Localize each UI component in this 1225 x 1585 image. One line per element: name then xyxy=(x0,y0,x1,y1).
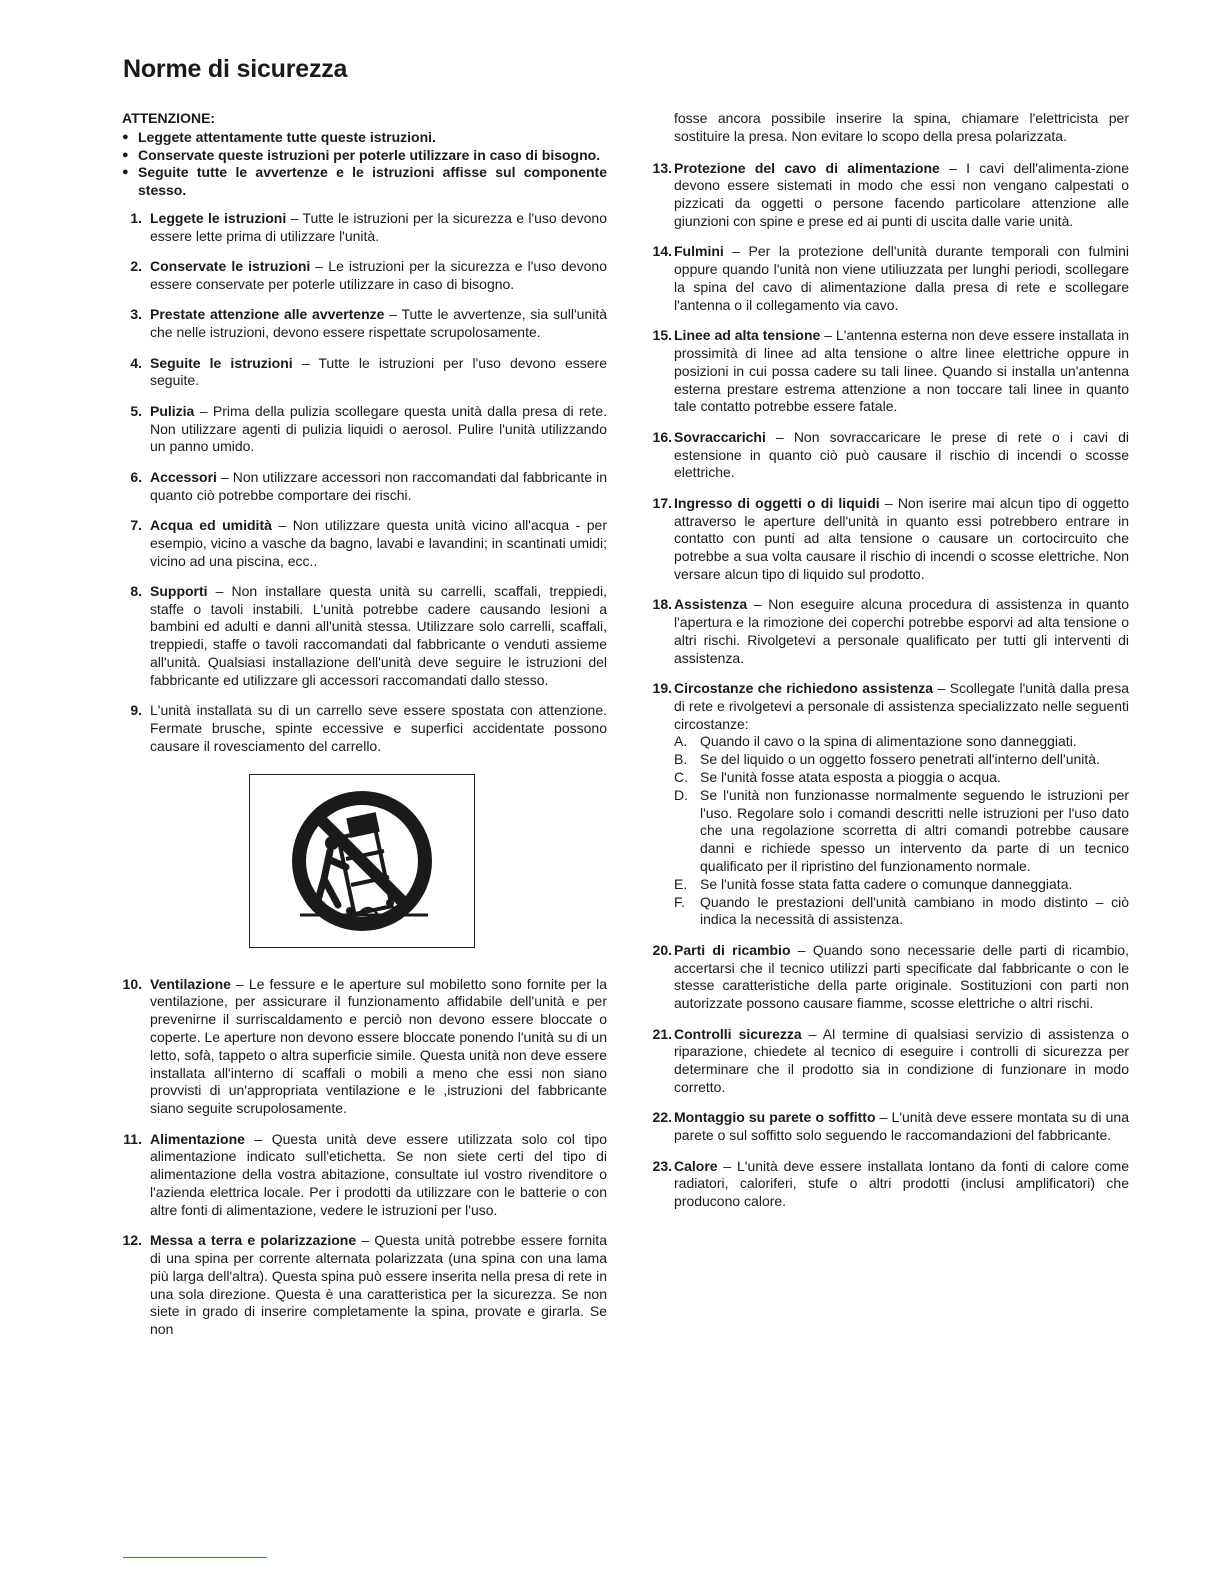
item-number: 8. xyxy=(130,582,142,599)
safety-item-11 xyxy=(122,1131,607,1220)
sublist-item xyxy=(674,787,1129,876)
item-text: – Quando sono necessarie delle parti di ricambio, accertarsi che il tecnico utilizzi parti specificate dal fabbricante o con le stesse caratteristiche della parte originale. Sostituzioni con parti non autorizzate possono causare fiamme, scosse elettriche o altri rischi. xyxy=(674,941,1129,1012)
safety-item-17 xyxy=(646,495,1129,584)
item-text: – Prima della pulizia scollegare questa unità dalla presa di rete. Non utilizzare agenti di pulizia liquidi o aerosol. Pulire l'unità utilizzando un panno umido. xyxy=(150,402,607,455)
cart-warning-figure xyxy=(249,774,475,948)
safety-item-13 xyxy=(646,160,1129,231)
sublist-item xyxy=(674,894,1129,930)
safety-item-8 xyxy=(122,583,607,690)
item-number: 1. xyxy=(130,209,142,226)
item-heading: Linee ad alta tensione xyxy=(674,327,821,344)
item-number: 21. xyxy=(652,1025,672,1042)
item-text: – Questa unità potrebbe essere fornita di una spina per corrente alternata polarizzata (una spina con una lama più larga dell'altra). Questa spina può essere inserita nella presa di rete in una sola direzione. Questa è una caratteristica per la sicurezza. Se non siete in grado di inserire completamente la spina, provate e girarla. Se non xyxy=(150,1232,607,1338)
item-number: 7. xyxy=(130,516,142,533)
item-number: 11. xyxy=(123,1130,142,1147)
item-heading: Conservate le istruzioni xyxy=(150,258,311,275)
item-heading: Ingresso di oggetti o di liquidi xyxy=(674,494,880,511)
safety-item-5 xyxy=(122,403,607,456)
safety-item-3 xyxy=(122,306,607,342)
sublist-text: Se del liquido o un oggetto fossero penetrati all'interno dell'unità. xyxy=(700,751,1100,768)
item-number: 2. xyxy=(130,258,142,275)
safety-item-10 xyxy=(122,976,607,1118)
item-text: – Non installare questa unità su carrelli, scaffali, treppiedi, staffe o tavoli instabili. L'unità potrebbe cadere causando lesioni a bambini ed adulti e danni all'unità stessa. Utilizzare solo carrelli, scaffali, treppiedi, staffe o tavoli raccomandati dal fabbricante o venduti assieme all'unità. Qualsiasi installazione dell'unità deve seguire le istruzioni del fabbricante ed utilizzare gli accessori raccomandati dallo stesso. xyxy=(150,582,607,688)
sublist-text: Se l'unità non funzionasse normalmente seguendo le istruzioni per l'uso. Regolare solo i comandi descritti nelle istruzioni per l'uso dato che una regolazione scorretta di altri comandi potrebbe causare danni e richiede spesso un intervento da parte di un tecnico qualificato per il ripristino del funzionamento normale. xyxy=(700,786,1129,875)
item-heading: Acqua ed umidità xyxy=(150,516,272,533)
cart-tip-over-warning-icon xyxy=(250,775,473,946)
item-text: – Le fessure e le aperture sul mobiletto sono fornite per la ventilazione, per assicurare il funzionamento affidabile dell'unità e per prevenirne il surriscaldamento e perciò non devono essere bloccate o coperte. Le aperture non devono essere bloccate ponendo l'unità su di un letto, sofà, tappeto o altra superficie simile. Questa unità non deve essere installata all'interno di scaffali o mobili a meno che essi non siano provvisti di un'appropriata ventilazione e le ,istruzioni del fabbricante siano seguite scrupolosamente. xyxy=(150,975,607,1117)
safety-item-1 xyxy=(122,210,607,246)
item-text: – Scollegate l'unità dalla presa di rete e rivolgetevi a personale di assistenza specializzato nelle seguenti circostanze: xyxy=(674,680,1130,732)
right-column xyxy=(646,110,1129,1224)
item-heading: Pulizia xyxy=(150,402,195,419)
item-heading: Seguite le istruzioni xyxy=(150,354,293,371)
item-heading: Prestate attenzione alle avvertenze xyxy=(150,306,385,323)
sublist-item xyxy=(674,733,1129,751)
item-heading: Accessori xyxy=(150,468,217,485)
safety-item-2 xyxy=(122,258,607,294)
item-number: 6. xyxy=(130,468,142,485)
item-text: – Non sovraccaricare le prese di rete o i cavi di estensione in quanto ciò può causare il rischio di incendi o scosse elettriche. xyxy=(674,428,1129,481)
sublist-letter: F. xyxy=(674,893,685,910)
page-title: Norme di sicurezza xyxy=(123,55,348,83)
sublist-item xyxy=(674,751,1129,769)
item-heading: Supporti xyxy=(150,582,208,599)
item-12-continued: fosse ancora possibile inserire la spina, chiamare l'elettricista per sostituire la presa. Non evitare lo scopo della presa polarizzata. xyxy=(674,110,1129,144)
safety-item-22 xyxy=(646,1109,1129,1145)
sublist-text: Se l'unità fosse stata fatta cadere o comunque danneggiata. xyxy=(700,875,1073,892)
item-text: – Le istruzioni per la sicurezza e l'uso devono essere conservate per poterle utilizzare in caso di bisogno. xyxy=(150,258,607,292)
sublist-text: Se l'unità fosse atata esposta a pioggia o acqua. xyxy=(700,769,1001,786)
safety-item-15 xyxy=(646,327,1129,416)
safety-item-4 xyxy=(122,355,607,391)
item-number: 5. xyxy=(130,402,142,419)
sublist-letter: B. xyxy=(674,751,688,768)
item-number: 20. xyxy=(652,941,672,958)
item-text: L'unità installata su di un carrello seve essere spostata con attenzione. Fermate brusche, spinte eccessive e superfici accidentate possono causare il rovesciamento del carrello. xyxy=(150,702,607,754)
footer-rule xyxy=(123,1557,267,1558)
item-text: – Non eseguire alcuna procedura di assistenza in quanto l'apertura e la rimozione dei coperchi potrebbe esporvi ad alta tensione o altri rischi. Rivolgetevi a personale qualificato per tutti gli interventi di assistenza. xyxy=(674,596,1129,666)
sublist-item xyxy=(674,769,1129,787)
item-text: – Tutte le avvertenze, sia sull'unità che nelle istruzioni, devono essere rispettate scrupolosamente. xyxy=(150,306,607,341)
item-heading: Montaggio su parete o soffitto xyxy=(674,1109,876,1126)
safety-item-12 xyxy=(122,1232,607,1339)
attention-bullet: ● Conservate queste istruzioni per poterle utilizzare in caso di bisogno. xyxy=(122,147,607,165)
item-number: 12. xyxy=(122,1232,142,1249)
item-text: – Questa unità deve essere utilizzata solo col tipo alimentazione indicato sull'etichetta. Se non siete certi del tipo di alimentazione della vostra abitazione, consultate iul vostro rivenditore o l'azienda elettrica locale. Per i prodotti da utilizzare con le batterie o con altre fonti di alimentazione, vedere le istruzioni per l'uso. xyxy=(150,1130,607,1218)
item-text: – Non utilizzare accessori non raccomandati dal fabbricante in quanto ciò potrebbe comportare dei rischi. xyxy=(150,468,607,503)
safety-item-20 xyxy=(646,942,1129,1013)
item-heading: Assistenza xyxy=(674,596,748,613)
item-text: – L'unità deve essere installata lontano da fonti di calore come radiatori, caloriferi, stufe o altri prodotti (inclusi amplificatori) che producono calore. xyxy=(674,1157,1129,1210)
item-heading: Circostanze che richiedono assistenza xyxy=(674,680,934,697)
item-text: – Per la protezione dell'unità durante temporali con fulmini oppure quando l'unità non viene utiliuzzata per lunghi periodi, scollegare la spina del cavo di alimentazione dalla presa di rete e scollegare l'antenna o il collegamento via cavo. xyxy=(674,243,1129,313)
item-19-sublist xyxy=(674,733,1129,929)
item-number: 19. xyxy=(652,680,672,697)
safety-item-18 xyxy=(646,596,1129,667)
item-number: 13. xyxy=(652,159,672,176)
item-heading: Alimentazione xyxy=(150,1130,245,1147)
safety-item-9 xyxy=(122,702,607,755)
safety-item-19 xyxy=(646,680,1129,929)
item-number: 22. xyxy=(652,1109,672,1126)
item-heading: Ventilazione xyxy=(150,975,231,992)
item-heading: Parti di ricambio xyxy=(674,941,791,958)
sublist-letter: A. xyxy=(674,733,688,750)
item-heading: Calore xyxy=(674,1157,718,1174)
sublist-letter: C. xyxy=(674,769,688,786)
attention-label: ATTENZIONE: xyxy=(122,110,216,126)
sublist-text: Quando il cavo o la spina di alimentazione sono danneggiati. xyxy=(700,733,1077,750)
item-text: – Non utilizzare questa unità vicino all'acqua - per esempio, vicino a vasche da bagno, lavabi e lavandini; in scantinati umidi; vicino ad una piscina, ecc.. xyxy=(150,516,608,569)
safety-item-21 xyxy=(646,1026,1129,1097)
item-number: 3. xyxy=(130,306,142,323)
item-text: – L'antenna esterna non deve essere installata in prossimità di linee ad alta tensione o altre linee elettriche oppure in posizioni in cui possa cadere su tali linee. Quando si installa un'antenna esterna prestare estrema attenzione a non toccare tali linee in quanto tale contatto potrebbe essere fatale. xyxy=(674,327,1129,415)
left-column xyxy=(122,110,607,1352)
item-text: – Al termine di qualsiasi servizio di assistenza o riparazione, chiedete al tecnico di eseguire i controlli di sicurezza per determinare che il prodotto sia in condizione di funzionare in modo corretto. xyxy=(674,1025,1129,1095)
sublist-item xyxy=(674,876,1129,894)
item-heading: Controlli sicurezza xyxy=(674,1025,802,1042)
item-text: – Non iserire mai alcun tipo di oggetto attraverso le aperture dell'unità in quanto essi potrebbero entrare in contatto con punti ad alta tensione o causare un cortocircuito che potrebbe a sua volta causare il rischio di incendi o scosse elettriche. Non versare alcun tipo di liquido sul prodotto. xyxy=(674,494,1129,582)
sublist-letter: D. xyxy=(674,786,688,803)
safety-item-6 xyxy=(122,469,607,505)
item-number: 16. xyxy=(652,428,672,445)
item-heading: Messa a terra e polarizzazione xyxy=(150,1232,357,1249)
sublist-letter: E. xyxy=(674,875,688,892)
safety-item-23 xyxy=(646,1158,1129,1211)
item-number: 23. xyxy=(652,1157,672,1174)
item-number: 9. xyxy=(130,702,142,719)
item-number: 18. xyxy=(652,596,672,613)
item-number: 15. xyxy=(652,327,672,344)
item-heading: Fulmini xyxy=(674,243,724,260)
item-number: 17. xyxy=(652,494,672,511)
safety-item-16 xyxy=(646,429,1129,482)
item-number: 4. xyxy=(130,354,142,371)
safety-item-7 xyxy=(122,517,607,570)
item-heading: Leggete le istruzioni xyxy=(150,209,287,226)
item-text: – Tutte le istruzioni per l'uso devono essere seguite. xyxy=(150,354,607,389)
item-text: – L'unità deve essere montata su di una parete o sul soffitto solo seguendo le raccomandazioni del fabbricante. xyxy=(674,1109,1129,1144)
attention-bullet: ● Seguite tutte le avvertenze e le istruzioni affisse sul componente stesso. xyxy=(122,164,607,200)
item-text: – Tutte le istruzioni per la sicurezza e l'uso devono essere lette prima di utilizzare l'unità. xyxy=(150,209,607,244)
item-heading: Sovraccarichi xyxy=(674,428,766,445)
item-number: 14. xyxy=(652,243,672,260)
item-text: – I cavi dell'alimenta-zione devono essere sistemati in modo che essi non vengano calpestati o pizzicati da oggetti o persone facendo particolare attenzione alle giunzioni con spine e prese ed ai punti di uscita dalle varie unità. xyxy=(674,159,1129,229)
attention-bullets xyxy=(122,129,607,200)
item-number: 10. xyxy=(122,975,142,992)
item-heading: Protezione del cavo di alimentazione xyxy=(674,159,940,176)
safety-item-14 xyxy=(646,243,1129,314)
sublist-text: Quando le prestazioni dell'unità cambiano in modo distinto – ciò indica la necessità di assistenza. xyxy=(700,893,1129,928)
attention-bullet: ● Leggete attentamente tutte queste istruzioni. xyxy=(122,129,607,147)
